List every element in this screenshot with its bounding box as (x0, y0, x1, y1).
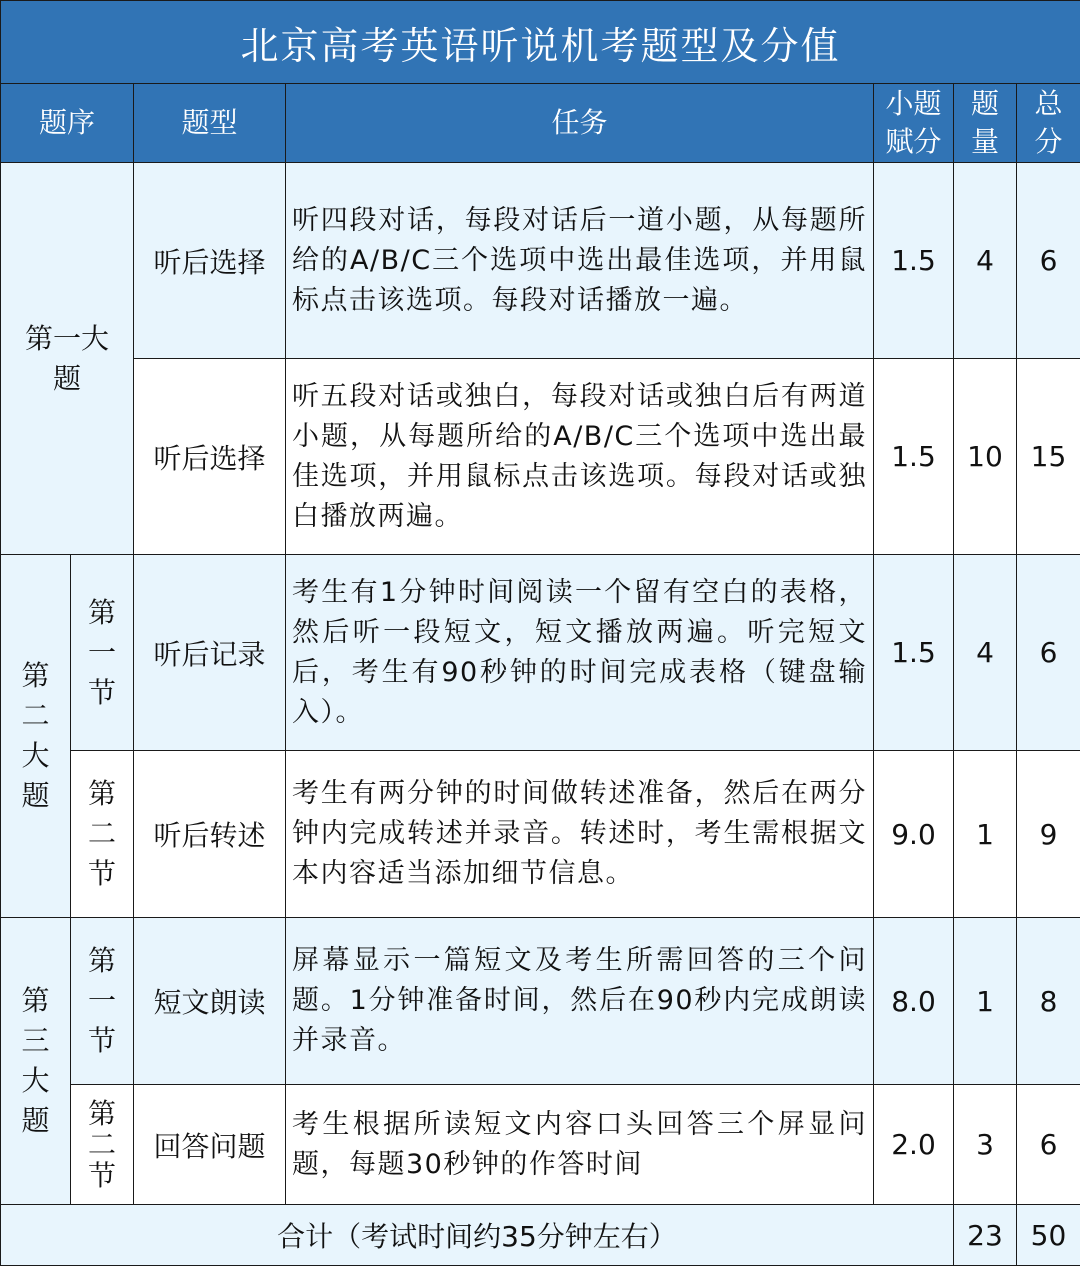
row-task: 考生有两分钟的时间做转述准备，然后在两分钟内完成转述并录音。转述时，考生需根据文本内容适当添加细节信息。 (286, 751, 874, 918)
row-score-each: 9.0 (874, 751, 954, 918)
row-type: 听后转述 (134, 751, 286, 918)
row-total: 6 (1017, 1085, 1080, 1205)
row-count: 4 (954, 555, 1017, 751)
part-1: 第 一 节 (71, 918, 134, 1085)
part-2: 第 二 节 (71, 751, 134, 918)
row-count: 1 (954, 918, 1017, 1085)
row-count: 1 (954, 751, 1017, 918)
row-score-each: 8.0 (874, 918, 954, 1085)
table-title: 北京高考英语听说机考题型及分值 (1, 1, 1080, 84)
section-1: 第一大 题 (1, 163, 134, 555)
row-type: 听后记录 (134, 555, 286, 751)
row-task: 听五段对话或独白，每段对话或独白后有两道小题，从每题所给的A/B/C三个选项中选出最佳选项，并用鼠标点击该选项。每段对话或独白播放两遍。 (286, 359, 874, 555)
row-total: 6 (1017, 555, 1080, 751)
row-type: 回答问题 (134, 1085, 286, 1205)
row-type: 听后选择 (134, 359, 286, 555)
row-total: 6 (1017, 163, 1080, 359)
row-type: 短文朗读 (134, 918, 286, 1085)
row-type: 听后选择 (134, 163, 286, 359)
header-count: 题 量 (954, 84, 1017, 163)
footer-label: 合计（考试时间约35分钟左右） (1, 1205, 954, 1266)
section-3: 第 三 大 题 (1, 918, 71, 1205)
row-total: 8 (1017, 918, 1080, 1085)
row-score-each: 1.5 (874, 359, 954, 555)
footer-total: 50 (1017, 1205, 1080, 1266)
header-total: 总 分 (1017, 84, 1080, 163)
row-task: 屏幕显示一篇短文及考生所需回答的三个问题。1分钟准备时间，然后在90秒内完成朗读并录音。 (286, 918, 874, 1085)
footer-count: 23 (954, 1205, 1017, 1266)
section-2: 第 二 大 题 (1, 555, 71, 918)
row-score-each: 1.5 (874, 555, 954, 751)
row-score-each: 1.5 (874, 163, 954, 359)
row-count: 10 (954, 359, 1017, 555)
row-count: 3 (954, 1085, 1017, 1205)
row-total: 15 (1017, 359, 1080, 555)
header-score-each: 小题 赋分 (874, 84, 954, 163)
part-2: 第 二 节 (71, 1085, 134, 1205)
header-type: 题型 (134, 84, 286, 163)
row-total: 9 (1017, 751, 1080, 918)
part-1: 第 一 节 (71, 555, 134, 751)
row-score-each: 2.0 (874, 1085, 954, 1205)
row-task: 考生根据所读短文内容口头回答三个屏显问题，每题30秒钟的作答时间 (286, 1085, 874, 1205)
header-task: 任务 (286, 84, 874, 163)
row-count: 4 (954, 163, 1017, 359)
row-task: 听四段对话，每段对话后一道小题，从每题所给的A/B/C三个选项中选出最佳选项，并用鼠标点击该选项。每段对话播放一遍。 (286, 163, 874, 359)
row-task: 考生有1分钟时间阅读一个留有空白的表格，然后听一段短文，短文播放两遍。听完短文后，考生有90秒钟的时间完成表格（键盘输入）。 (286, 555, 874, 751)
header-order: 题序 (1, 84, 134, 163)
